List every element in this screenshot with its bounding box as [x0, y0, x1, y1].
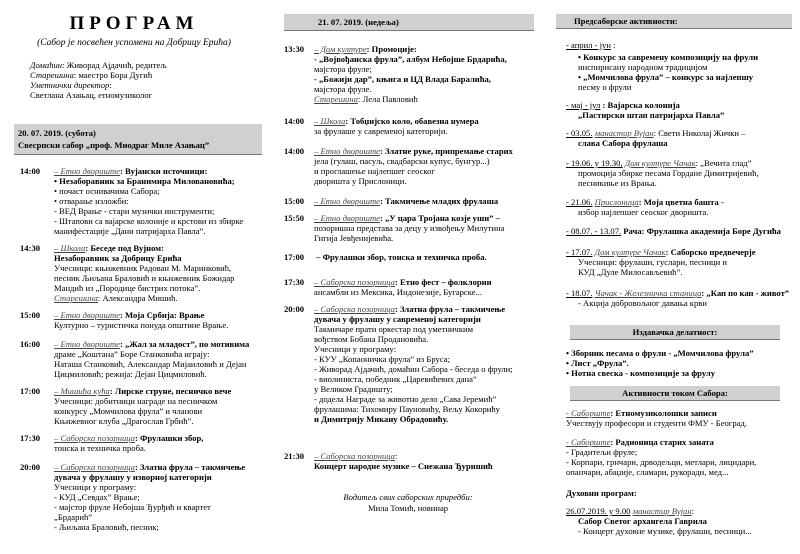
schedule-line [314, 166, 435, 176]
schedule-line [314, 233, 393, 243]
line-text: : Свети Николај Жички – [653, 128, 746, 138]
line-text: Такмичаре прати оркестар под уметничким [314, 324, 474, 334]
line-text: - виолиниста, победник „Царевићевих дана” [314, 374, 477, 384]
schedule-line [314, 374, 477, 384]
schedule-line [566, 226, 781, 236]
time-label: 15:00 [284, 196, 305, 206]
schedule-line [314, 156, 490, 166]
schedule-line [54, 472, 212, 482]
venue-label: – Етно двориште [54, 310, 120, 320]
venue-label: – Школа [54, 243, 86, 253]
schedule-line [54, 502, 211, 512]
line-text: Сабор Светог архангела Гаврила [578, 516, 707, 526]
line-text: и Димитрију Микану Обрадовићу. [314, 414, 449, 424]
schedule-line [54, 293, 178, 303]
schedule-line [314, 414, 448, 424]
schedule-item [284, 451, 397, 461]
line-text: - Љиљана Браловић, песник; [54, 522, 159, 532]
line-text: : „Кап по кап - живот” [701, 288, 790, 298]
schedule-line [314, 364, 513, 374]
line-text: : Моја цветна башта - [638, 197, 724, 207]
line-text: : Лирске струне, песничко вече [109, 386, 232, 396]
page-title: ПРОГРАМ [69, 13, 199, 34]
schedule-line [578, 82, 631, 92]
schedule-line [314, 404, 500, 414]
schedule-line [566, 197, 724, 207]
schedule-line [314, 461, 493, 471]
line-text: - мајстор фруле Небојша Ђурђић и квартет [54, 502, 211, 512]
venue-label: Прислоница [594, 197, 639, 207]
line-text: • Конкурс за савремену композицију на фрули [578, 52, 759, 62]
line-text: и проглашење најлепшег сеоског [314, 166, 435, 176]
line-text: песму о фрули [578, 82, 632, 92]
line-text: „Брдарић” [54, 512, 93, 522]
line-text: промоција збирке песама Гордане Димитријевић, [578, 168, 759, 178]
schedule-item [20, 433, 203, 443]
schedule-line [314, 394, 496, 404]
venue-label: - Саборште [566, 408, 611, 418]
line-text: : [691, 506, 694, 516]
spirit-title: Духовни програм: [566, 488, 637, 498]
time-label: 20:00 [284, 304, 305, 314]
schedule-line [314, 384, 393, 394]
line-text: слава Сабора фрулаша [578, 138, 668, 148]
line-text: : Саборско предвечерје [665, 247, 756, 257]
schedule-line [54, 253, 182, 263]
schedule-item [284, 277, 492, 287]
time-label: 17:30 [20, 433, 41, 443]
line-text: дувача у фрулашу у изворној категорији [54, 472, 212, 482]
line-text: КУД „Дуле Милосављевић”. [578, 267, 683, 277]
act-title: Активности током Сабора: [622, 388, 728, 398]
schedule-line [54, 176, 235, 186]
schedule-item [284, 196, 498, 206]
time-label: 14:30 [20, 243, 41, 253]
line-text: Концерт народне музике – Снежана Ђуришић [314, 461, 493, 471]
publication-item: • Нотна свеска - композиције за фрулу [566, 368, 716, 378]
schedule-line [578, 267, 682, 277]
schedule-line [54, 226, 206, 236]
line-text: : Александра Мишић. [97, 293, 178, 303]
schedule-line [54, 522, 159, 532]
schedule-line [566, 128, 745, 138]
venue-label: – Дом културе [314, 44, 367, 54]
venue-label: – Саборска позорница [54, 433, 135, 443]
line-text: - додела Награде за животно дело „Сава Јеремић” [314, 394, 497, 404]
schedule-line [54, 492, 140, 502]
line-text: • отварање изложби: [54, 196, 129, 206]
credit-host: Домаћин: Живорад Ајдачић, редитељ [30, 60, 167, 70]
line-text: - „Војвођанска фрула”, албум Небојше Брдарића, [314, 54, 507, 64]
time-label: 14:00 [284, 116, 305, 126]
schedule-item [20, 243, 164, 253]
time-label: 14:00 [20, 166, 41, 176]
time-label: 14:00 [284, 146, 305, 156]
line-text: • почаст оснивачима Сабора; [54, 186, 160, 196]
pre-title: Предсаборске активности: [574, 16, 678, 26]
line-text: Учесници у програму: [54, 482, 137, 492]
line-text: Учесници: фрулаши, гуслари, песници и [578, 257, 727, 267]
line-text: Наташа Станковић, Александар Мијаиловић и Дејан [54, 359, 247, 369]
line-text: мајстора фруле; [314, 64, 372, 74]
line-text: : Вујански источници: [119, 166, 208, 176]
credit-director-name: Светлана Азањац, етномузиколог [30, 90, 153, 100]
schedule-line [578, 298, 707, 308]
venue-label: - Саборште [566, 437, 611, 447]
date-label-21: 21. 07. 2019. (недеља) [318, 17, 399, 27]
line-text: за фрулаше у савременој категорији. [314, 126, 448, 136]
schedule-line [314, 74, 491, 84]
line-text: Незаборавник за Добрицу Ерића [54, 253, 182, 263]
venue-label: – Саборска позорница [314, 451, 395, 461]
page-subtitle: (Сабор је посвећен успомени на Добрицу Ерића) [37, 38, 231, 48]
time-label: 21:30 [284, 451, 305, 461]
line-text: дувача у фрулашу у савременој категорији [314, 314, 481, 324]
date-label: - 08.07. - 13.07. [566, 226, 622, 236]
schedule-line [566, 247, 756, 257]
schedule-line [54, 482, 136, 492]
line-text: : Златна фрула – такмичење [394, 304, 506, 314]
line-text: Књижевног клуба „Драгослав Грбић”. [54, 416, 194, 426]
line-text: : [613, 40, 616, 50]
line-text: : Такмичење младих фрулаша [379, 196, 499, 206]
line-text: - „Божији дар”, књига и ЦД Влада Баралића, [314, 74, 491, 84]
line-text: - Градитељи фруле; [566, 447, 638, 457]
schedule-line [566, 158, 751, 168]
line-text: манифестације „Дани патријарха Павла”. [54, 226, 206, 236]
schedule-item [20, 386, 231, 396]
line-text: песник Љиљана Браловић и књижевник Божидар [54, 273, 235, 283]
line-text: Рача: Фрулашка академија Боре Дугића [623, 226, 781, 236]
venue-label: Дом културе Чачак [624, 158, 696, 168]
venue-label: Чачак - Железничка станица [594, 288, 702, 298]
schedule-line [54, 396, 217, 406]
schedule-line [54, 369, 207, 379]
venue-label: – Етно двориште [54, 166, 120, 176]
schedule-line [54, 273, 234, 283]
line-text: : Лела Павловић [357, 94, 418, 104]
pub-title: Издавачка делатност: [632, 327, 718, 337]
schedule-line [566, 418, 747, 428]
line-text: дворишта у Прислоници. [314, 176, 407, 186]
line-text: : Радионица старих заната [610, 437, 714, 447]
schedule-line [54, 406, 202, 416]
line-text: „Пастирски штап патријарха Павла” [578, 110, 725, 120]
venue-label: – Школа [314, 116, 346, 126]
date-label: - 17.07. [566, 247, 593, 257]
schedule-line [54, 186, 160, 196]
schedule-line [314, 334, 428, 344]
line-text: : Фрулашки збор, [134, 433, 204, 443]
line-text: Културно – туристичка понуда општине Врање. [54, 320, 229, 330]
line-text: : „У цара Тројана козје уши” – [379, 213, 500, 223]
line-text: опанчари, абаџије, сламари, рукоради, мед... [566, 467, 729, 477]
column-2 [278, 0, 538, 554]
publication-item: • Зборник песама о фрули - „Момчилова фрула” [566, 348, 754, 358]
schedule-line [566, 447, 637, 457]
schedule-item [284, 213, 500, 223]
time-label: 16:00 [20, 339, 41, 349]
schedule-line [578, 178, 657, 188]
line-text: Учесници у програму: [314, 344, 397, 354]
schedule-line [54, 320, 228, 330]
schedule-item [284, 44, 417, 54]
schedule-item [284, 146, 513, 156]
schedule-line [54, 443, 146, 453]
line-text: : Вајарска колонија [602, 100, 680, 110]
line-text: – Фрулашки збор, тонска и техничка проба. [316, 252, 487, 262]
schedule-line [54, 263, 231, 273]
schedule-line [314, 54, 507, 64]
line-text: : Златне руке, припремање старих [379, 146, 513, 156]
schedule-line [566, 408, 717, 418]
date-label: - 19.06. у 19.30, [566, 158, 623, 168]
schedule-line [578, 110, 724, 120]
line-text: у Великом Градишту; [314, 384, 393, 394]
line-text: - Корпари, грнчари, дрводељци, метлари, лицидари, [566, 457, 757, 467]
line-text: ансамбли из Мексика, Индонезије, Бугарске... [314, 287, 482, 297]
venue-label: – Етно двориште [54, 339, 120, 349]
schedule-line [578, 207, 709, 217]
schedule-item [20, 166, 207, 176]
schedule-line [314, 64, 372, 74]
date-label: - април - јун [566, 40, 611, 50]
line-text: Мандић из „Породице бистрих потока”. [54, 283, 201, 293]
line-text: : Етно фест – фолклорни [394, 277, 492, 287]
schedule-line [566, 467, 729, 477]
schedule-line [314, 287, 482, 297]
schedule-item [284, 252, 487, 262]
schedule-line [54, 216, 243, 226]
schedule-line [54, 196, 129, 206]
schedule-line [566, 457, 756, 467]
line-text: Учествују професори и студенти ФМУ - Београд. [566, 418, 747, 428]
line-text: : [394, 451, 398, 461]
schedule-line [54, 512, 92, 522]
date-label: - мај - јул [566, 100, 601, 110]
venue-label: – Саборска позорница [314, 277, 395, 287]
line-text: • Незаборавник за Бранимира Миловановића; [54, 176, 235, 186]
schedule-line [314, 354, 450, 364]
schedule-line [314, 324, 473, 334]
time-label: 13:30 [284, 44, 305, 54]
schedule-line [314, 344, 396, 354]
line-text: : Беседе под Вујном: [85, 243, 164, 253]
line-text: инспирисану народном традицијом [578, 62, 708, 72]
schedule-item [284, 116, 479, 126]
line-text: Гигија Јевђенијевића. [314, 233, 394, 243]
time-label: 15:50 [284, 213, 305, 223]
schedule-line [566, 288, 789, 298]
date-label-20: 20. 07. 2019. (субота) [18, 128, 96, 138]
schedule-line [578, 526, 752, 536]
line-text: драме „Коштана” Боре Станковића играју: [54, 349, 210, 359]
line-text: - Живорад Ајдачић, домаћин Сабора - беседа о фрули; [314, 364, 513, 374]
line-text: - Акција добровољног давања крви [578, 298, 707, 308]
date-label: - 21.06. [566, 197, 593, 207]
venue-label: Старешина [314, 94, 358, 104]
line-text: : Етномузиколошки записи [610, 408, 717, 418]
schedule-line [54, 416, 193, 426]
column-1 [0, 0, 268, 554]
line-text: песникиње из Врања. [578, 178, 657, 188]
line-text: избор најлепшег сеоског дворишта. [578, 207, 709, 217]
date-sub-20: Свесрпски сабор „проф. Миодраг Миле Азањац” [18, 140, 210, 150]
schedule-line [578, 138, 668, 148]
line-text: јела (гулаш, пасуљ, свадбарски купус, бунгур...) [314, 156, 490, 166]
line-text: тонска и техничка проба. [54, 443, 146, 453]
venue-label: – Саборска позорница [54, 462, 135, 472]
schedule-line [54, 359, 247, 369]
line-text: - КУУ „Копаоничка фрула” из Бруса; [314, 354, 450, 364]
date-label: - 18.07. [566, 288, 593, 298]
schedule-line [578, 62, 707, 72]
line-text: - Концерт духовне музике, фрулаши, песници... [578, 526, 752, 536]
schedule-item [284, 304, 505, 314]
line-text: - КУД „Севдах” Врање; [54, 492, 140, 502]
footer-name: Мила Томић, новинар [367, 503, 449, 513]
venue-label: Дом културе Чачак [594, 247, 666, 257]
schedule-line [566, 100, 680, 110]
schedule-item [20, 310, 204, 320]
schedule-line [578, 257, 727, 267]
line-text: - Штапови са вајарске колоније и крстови из збирке [54, 216, 244, 226]
line-text: мајстора фруле. [314, 84, 372, 94]
schedule-line [54, 206, 214, 216]
column-3 [548, 0, 800, 554]
schedule-line [578, 168, 759, 178]
venue-label: Старешина [54, 293, 98, 303]
publication-item: • Лист „Фрула”. [566, 358, 629, 368]
date-label: 26.07.2019. у 9.00 [566, 506, 631, 516]
line-text: : Златна фрула – такмичење [134, 462, 246, 472]
schedule-line [314, 94, 418, 104]
time-label: 17:00 [20, 386, 41, 396]
line-text: : Моја Србија: Врање [119, 310, 205, 320]
time-label: 15:00 [20, 310, 41, 320]
schedule-line [566, 506, 694, 516]
line-text: Учесници: књижевник Радован М. Маринковић, [54, 263, 232, 273]
line-text: : Промоције: [366, 44, 417, 54]
line-text: - ВЕД Врање - стари музички инструменти; [54, 206, 215, 216]
schedule-line [566, 437, 714, 447]
line-text: • „Момчилова фрула” – конкурс за најлепшу [578, 72, 754, 82]
venue-label: – Етно двориште [314, 146, 380, 156]
schedule-line [314, 314, 481, 324]
schedule-line [578, 516, 707, 526]
line-text: Учесници: добитници награде на песничком [54, 396, 218, 406]
line-text: : Тобџијско коло, обавезна нумера [345, 116, 479, 126]
venue-label: манастир Вујан [594, 128, 654, 138]
schedule-line [578, 72, 753, 82]
footer-note: Водитељ свих саборских приредби: [343, 492, 473, 502]
schedule-line [314, 223, 505, 233]
schedule-line [578, 52, 758, 62]
schedule-item [20, 462, 245, 472]
credit-director: Уметнички директор: [30, 80, 112, 90]
line-text: : „Жал за младост”, по мотивима [119, 339, 250, 349]
schedule-line [314, 126, 448, 136]
venue-label: – Етно двориште [314, 213, 380, 223]
credit-elder: Старешина: маестро Бора Дугић [30, 70, 153, 80]
line-text: конкурсу „Момчилова фрула” и чланови [54, 406, 203, 416]
line-text: фрулашима: Тихомиру Пауновићу, Вељу Кокорићу [314, 404, 500, 414]
time-label: 17:00 [284, 252, 305, 262]
schedule-line [314, 176, 407, 186]
schedule-line [54, 349, 210, 359]
venue-label: – Етно двориште [314, 196, 380, 206]
venue-label: – Саборска позорница [314, 304, 395, 314]
line-text: вођством Бобана Продановића. [314, 334, 429, 344]
line-text: : „Вечита глад” [695, 158, 752, 168]
line-text: позоришна представа за децу у извођењу Милутина [314, 223, 505, 233]
time-label: 20:00 [20, 462, 41, 472]
time-label: 17:30 [284, 277, 305, 287]
venue-label: манастир Вујан [632, 506, 692, 516]
venue-label: – Мишића кућа [54, 386, 110, 396]
schedule-line [54, 283, 200, 293]
date-label: - 03.05. [566, 128, 593, 138]
line-text: Цицмиловић; режија: Дејан Цицмиловић. [54, 369, 207, 379]
schedule-line [566, 40, 615, 50]
schedule-item [20, 339, 249, 349]
schedule-line [314, 84, 372, 94]
